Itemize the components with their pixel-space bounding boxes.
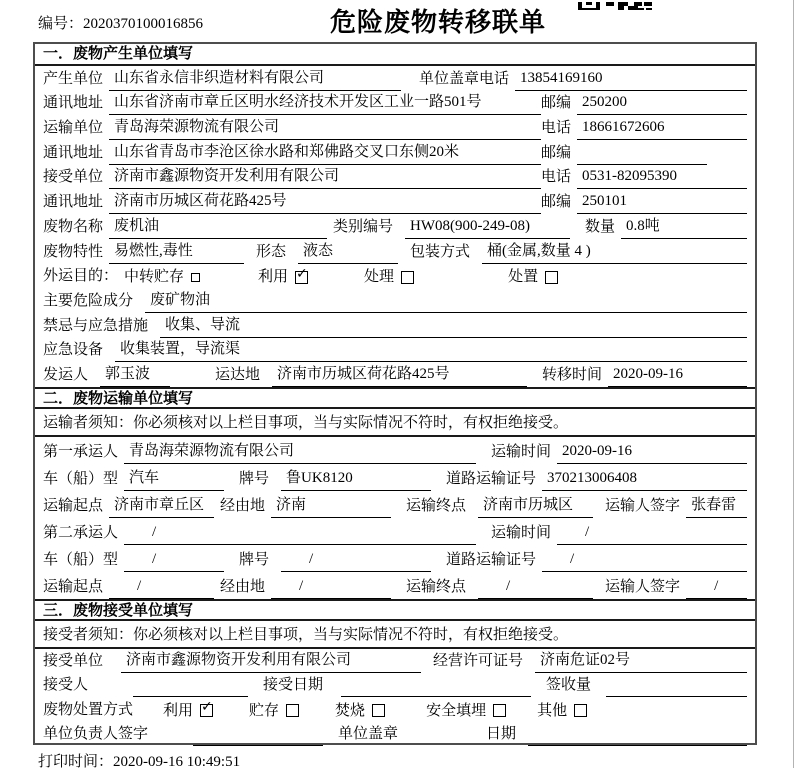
hazard-label: 主要危险成分 [43, 292, 134, 309]
second-carrier-value: / [124, 522, 476, 545]
row-second-carrier [35, 518, 755, 545]
responsible-signature-value [193, 727, 323, 746]
quantity-value: 0.8吨 [621, 216, 747, 239]
row-producer [35, 66, 755, 91]
checkbox-unchecked [286, 704, 299, 717]
receiver-value: 济南市鑫源物资开发利用有限公司 [109, 166, 541, 189]
checkbox-unchecked [545, 271, 558, 284]
accept-unit-label: 接受单位 [43, 653, 104, 670]
via-value: 济南 [271, 495, 391, 518]
transporter-value: 青岛海荣源物流有限公司 [109, 117, 541, 140]
receiver-label: 接受单位 [43, 169, 104, 186]
page-edge-divider [793, 0, 794, 768]
option-label: 贮存 [249, 702, 280, 719]
checkbox-unchecked [191, 273, 200, 282]
row-transfer-purpose [35, 264, 755, 289]
serial-value: 2020370100016856 [83, 16, 204, 32]
signed-quantity-value [606, 678, 747, 697]
route-end-label: 运输终点 [406, 578, 467, 595]
date-value [528, 727, 747, 746]
document-header [0, 0, 796, 42]
accept-person-value [133, 678, 248, 697]
print-time-value: 2020-09-16 10:49:51 [113, 754, 241, 768]
via-label: 经由地 [220, 578, 266, 595]
print-time [38, 750, 240, 768]
route-end-label: 运输终点 [406, 497, 467, 514]
print-time-label: 打印时间： [38, 754, 114, 768]
packaging-label: 包装方式 [410, 243, 471, 260]
road-permit-label: 道路运输证号 [446, 470, 537, 487]
row-receiver [35, 165, 755, 190]
row-responsible-signature [35, 722, 755, 746]
address-label: 通讯地址 [43, 194, 104, 211]
producer-address-value: 山东省济南市章丘区明水经济技术开发区工业一路501号 [109, 92, 541, 115]
packaging-value: 桶(金属,数量 4 ) [482, 241, 747, 264]
transport-time-label: 运输时间 [491, 524, 552, 541]
waste-property-value: 易燃性,毒性 [109, 241, 244, 264]
taboo-value: 收集、导流 [160, 315, 747, 338]
option-label: 焚烧 [335, 702, 366, 719]
row-route-1 [35, 491, 755, 518]
route-end-value: 济南市历城区 [478, 495, 593, 518]
row-dispatcher [35, 362, 755, 387]
license-value: 济南危证02号 [535, 650, 747, 673]
manifest-form [33, 42, 757, 745]
unit-seal-label: 单位盖章 [419, 70, 480, 87]
qr-code-partial-icon [578, 0, 652, 10]
road-permit-value: 370213006408 [542, 468, 747, 491]
section2-header: 二．废物运输单位填写 [35, 387, 755, 409]
transporter-notice: 运输者须知：你必须核对以上栏目事项，当与实际情况不符时，有权拒绝接受。 [35, 409, 755, 437]
route-start-value: 济南市章丘区 [109, 495, 214, 518]
option-storage [249, 701, 299, 722]
accept-date-value [341, 678, 531, 697]
page-title: 危险废物转移联单 [329, 8, 546, 37]
transport-time-label: 运输时间 [491, 443, 552, 460]
vehicle-type-value: 汽车 [124, 468, 224, 491]
accept-unit-value: 济南市鑫源物资开发利用有限公司 [121, 650, 421, 673]
date-label: 日期 [486, 725, 517, 742]
plate-label: 牌号 [239, 470, 270, 487]
checkbox-checked [200, 699, 213, 717]
row-vehicle-1 [35, 464, 755, 491]
transporter-phone-value: 18661672606 [577, 117, 747, 140]
row-disposal-method [35, 697, 755, 721]
row-receiver-address [35, 189, 755, 214]
transfer-time-value: 2020-09-16 [608, 364, 747, 387]
via-value: / [271, 576, 391, 599]
option-label: 利用 [258, 269, 289, 286]
option-label: 处置 [508, 269, 539, 286]
route-start-label: 运输起点 [43, 578, 104, 595]
producer-zip-value: 250200 [577, 92, 747, 115]
transporter-label: 运输单位 [43, 120, 104, 137]
row-waste-name [35, 214, 755, 239]
destination-value: 济南市历城区荷花路425号 [272, 364, 527, 387]
row-transporter-address [35, 140, 755, 165]
phone-label: 电话 [479, 70, 510, 87]
form-label: 形态 [256, 243, 287, 260]
row-vehicle-2 [35, 545, 755, 572]
disposal-method-label: 废物处置方式 [43, 701, 134, 718]
row-accept-person [35, 673, 755, 697]
address-label: 通讯地址 [43, 144, 104, 161]
vehicle-type-label: 车（船）型 [43, 551, 119, 568]
accept-date-label: 接受日期 [263, 677, 324, 694]
receiver-address-value: 济南市历城区荷花路425号 [109, 191, 541, 214]
receiver-zip-value: 250101 [577, 191, 747, 214]
row-hazard-component [35, 288, 755, 313]
via-label: 经由地 [220, 497, 266, 514]
phone-label: 电话 [541, 120, 572, 137]
transport-time-value: 2020-09-16 [557, 441, 747, 464]
dispatcher-label: 发运人 [43, 366, 89, 383]
receiver-phone-value: 0531-82095390 [577, 166, 747, 189]
option-landfill [426, 701, 506, 722]
transporter-address-value: 山东省青岛市李沧区徐水路和郑佛路交叉口东侧20米 [109, 142, 541, 165]
route-start-label: 运输起点 [43, 497, 104, 514]
row-first-carrier [35, 437, 755, 464]
row-waste-property [35, 239, 755, 264]
checkbox-unchecked [401, 271, 414, 284]
category-code-value: HW08(900-249-08) [405, 216, 570, 239]
vehicle-type-label: 车（船）型 [43, 470, 119, 487]
checkbox-unchecked [372, 704, 385, 717]
waste-property-label: 废物特性 [43, 243, 104, 260]
option-label: 处理 [364, 269, 395, 286]
producer-value: 山东省永信非织造材料有限公司 [109, 68, 401, 91]
route-end-value: / [478, 576, 593, 599]
check-icon: ✓ [201, 699, 213, 715]
serial-label: 编号： [38, 16, 84, 32]
option-label: 其他 [537, 702, 568, 719]
plate-label: 牌号 [239, 551, 270, 568]
checkbox-unchecked [493, 704, 506, 717]
carrier-signature-value: / [686, 576, 747, 599]
option-transfer-storage [124, 267, 200, 288]
category-code-label: 类别编号 [333, 218, 394, 235]
row-emergency-equipment [35, 338, 755, 363]
row-producer-address [35, 91, 755, 116]
address-label: 通讯地址 [43, 95, 104, 112]
option-label: 中转贮存 [124, 269, 185, 286]
purpose-label: 外运目的： [43, 268, 119, 285]
license-label: 经营许可证号 [433, 653, 524, 670]
waste-name-label: 废物名称 [43, 218, 104, 235]
signed-quantity-label: 签收量 [546, 677, 592, 694]
taboo-label: 禁忌与应急措施 [43, 317, 149, 334]
second-carrier-label: 第二承运人 [43, 524, 119, 541]
destination-label: 运达地 [215, 366, 261, 383]
vehicle-type-value: / [124, 549, 224, 572]
first-carrier-label: 第一承运人 [43, 443, 119, 460]
responsible-signature-label: 单位负责人签字 [43, 725, 149, 742]
option-dispose [508, 267, 558, 288]
check-icon: ✓ [296, 265, 308, 282]
zip-label: 邮编 [541, 194, 572, 211]
zip-label: 邮编 [541, 144, 572, 161]
option-treat [364, 267, 414, 288]
checkbox-checked [295, 265, 308, 284]
carrier-signature-label: 运输人签字 [605, 578, 681, 595]
producer-label: 产生单位 [43, 70, 104, 87]
option-other [537, 701, 587, 722]
hazard-value: 废矿物油 [145, 290, 747, 313]
dispatcher-value: 郭玉波 [100, 364, 170, 387]
quantity-label: 数量 [585, 218, 616, 235]
form-value: 液态 [298, 241, 398, 264]
receiver-notice: 接受者须知：你必须核对以上栏目事项，当与实际情况不符时，有权拒绝接受。 [35, 621, 755, 649]
checkbox-unchecked [574, 704, 587, 717]
phone-label: 电话 [541, 169, 572, 186]
option-utilize [163, 701, 213, 722]
road-permit-value: / [542, 549, 747, 572]
equipment-label: 应急设备 [43, 342, 104, 359]
first-carrier-value: 青岛海荣源物流有限公司 [124, 441, 476, 464]
transfer-time-label: 转移时间 [542, 366, 603, 383]
row-transporter [35, 115, 755, 140]
zip-label: 邮编 [541, 95, 572, 112]
unit-seal-label: 单位盖章 [338, 725, 399, 742]
transport-time-value: / [557, 522, 747, 545]
option-label: 安全填埋 [426, 702, 487, 719]
row-route-2 [35, 572, 755, 599]
producer-phone-value: 13854169160 [515, 68, 747, 91]
plate-value: / [281, 549, 431, 572]
route-start-value: / [109, 576, 214, 599]
carrier-signature-label: 运输人签字 [605, 497, 681, 514]
option-utilize [258, 267, 308, 288]
section1-header: 一．废物产生单位填写 [35, 44, 755, 66]
option-incinerate [335, 701, 385, 722]
section3-header: 三．废物接受单位填写 [35, 599, 755, 621]
option-label: 利用 [163, 702, 194, 719]
waste-name-value: 废机油 [109, 216, 327, 239]
carrier-signature-value: 张春雷 [686, 495, 747, 518]
row-taboo-measures [35, 313, 755, 338]
transporter-zip-value [577, 146, 707, 165]
plate-value: 鲁UK8120 [281, 468, 431, 491]
road-permit-label: 道路运输证号 [446, 551, 537, 568]
accept-person-label: 接受人 [43, 677, 89, 694]
row-accept-unit [35, 649, 755, 673]
equipment-value: 收集装置，导流渠 [115, 339, 747, 362]
